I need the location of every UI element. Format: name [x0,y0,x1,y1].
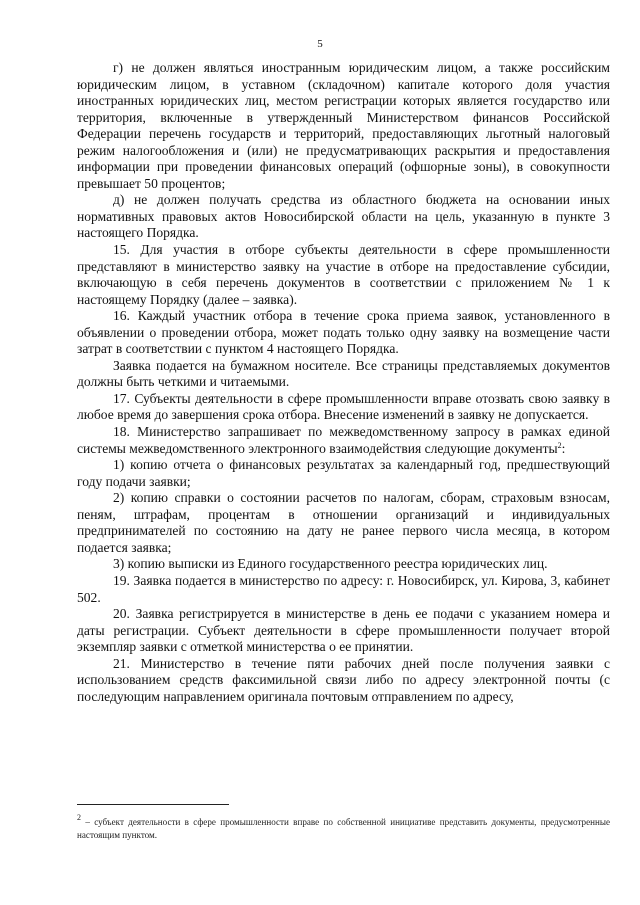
paragraph-14d: д) не должен получать средства из областного бюджета на основании иных нормативных правовых актов Новосибирской области на цель, указанную в пункте 3 настоящего Порядка. [77,192,610,241]
footnote-marker: 2 [77,813,81,822]
body-text [77,60,610,705]
paragraph-16: 16. Каждый участник отбора в течение срока приема заявок, установленного в объявлении о проведении отбора, может подать только одну заявку на возмещение части затрат в соответствии с пунктом 4 настоящего Порядка. [77,308,610,357]
paragraph-18 [77,424,610,457]
paragraph-21: 21. Министерство в течение пяти рабочих дней после получения заявки с использованием средств факсимильной связи либо по адресу электронной почты (с последующим направлением оригинала почтовым отправлением по адресу, [77,655,610,704]
paragraph-18-item-3: 3) копию выписки из Единого государственного реестра юридических лиц. [113,556,548,572]
footnote-divider [77,804,229,805]
paragraph-18-tail: : [561,440,566,456]
paragraph-19: 19. Заявка подается в министерство по адресу: г. Новосибирск, ул. Кирова, 3, кабинет 502. [77,572,610,605]
paragraph-17: 17. Субъекты деятельности в сфере промышленности вправе отозвать свою заявку в любое время до завершения срока отбора. Внесение изменений в заявку не допускается. [77,390,610,423]
paragraph-14g: г) не должен являться иностранным юридическим лицом, а также российским юридическим лицом, в уставном (складочном) капитале которого доля участия иностранных юридических лиц, местом регистрации которых является государство или территория, включенные в утвержденный Министерством финансов Российской Федерации перечень государств и территорий, предоставляющих льготный налоговый режим налогообложения и (или) не предусматривающих раскрытия и предоставления информации при проведении финансовых операций (офшорные зоны), в совокупности превышает 50 процентов; [77,60,610,191]
paragraph-15: 15. Для участия в отборе субъекты деятельности в сфере промышленности представляют в министерство заявку на участие в отборе на предоставление субсидии, включающую в себя перечень документов в соответствии с приложением № 1 к настоящему Порядку (далее – заявка). [77,242,610,307]
footnote [77,813,610,842]
page-number: 5 [317,38,323,50]
paragraph-18-item-1: 1) копию отчета о финансовых результатах за календарный год, предшествующий году подачи заявки; [77,457,610,489]
footnote-reference: 2 [557,440,562,450]
paragraph-16-submission: Заявка подается на бумажном носителе. Все страницы представляемых документов должны быть четкими и читаемыми. [77,357,610,390]
paragraph-18-item-2: 2) копию справки о состоянии расчетов по налогам, сборам, страховым взносам, пеням, штрафам, процентам в отношении организаций и индивидуальных предпринимателей по состоянию на дату не ранее первого числа месяца, в котором подается заявка; [77,490,610,555]
paragraph-20: 20. Заявка регистрируется в министерстве в день ее подачи с указанием номера и даты регистрации. Субъект деятельности в сфере промышленности получает второй экземпляр заявки с отметкой министерства о ее принятии. [77,606,610,655]
paragraph-18-text: 18. Министерство запрашивает по межведомственному запросу в рамках единой системы межведомственного электронного взаимодействия следующие документы [77,424,610,456]
footnote-text: – субъект деятельности в сфере промышленности вправе по собственной инициативе представить документы, предусмотренные настоящим пунктом. [77,817,610,840]
